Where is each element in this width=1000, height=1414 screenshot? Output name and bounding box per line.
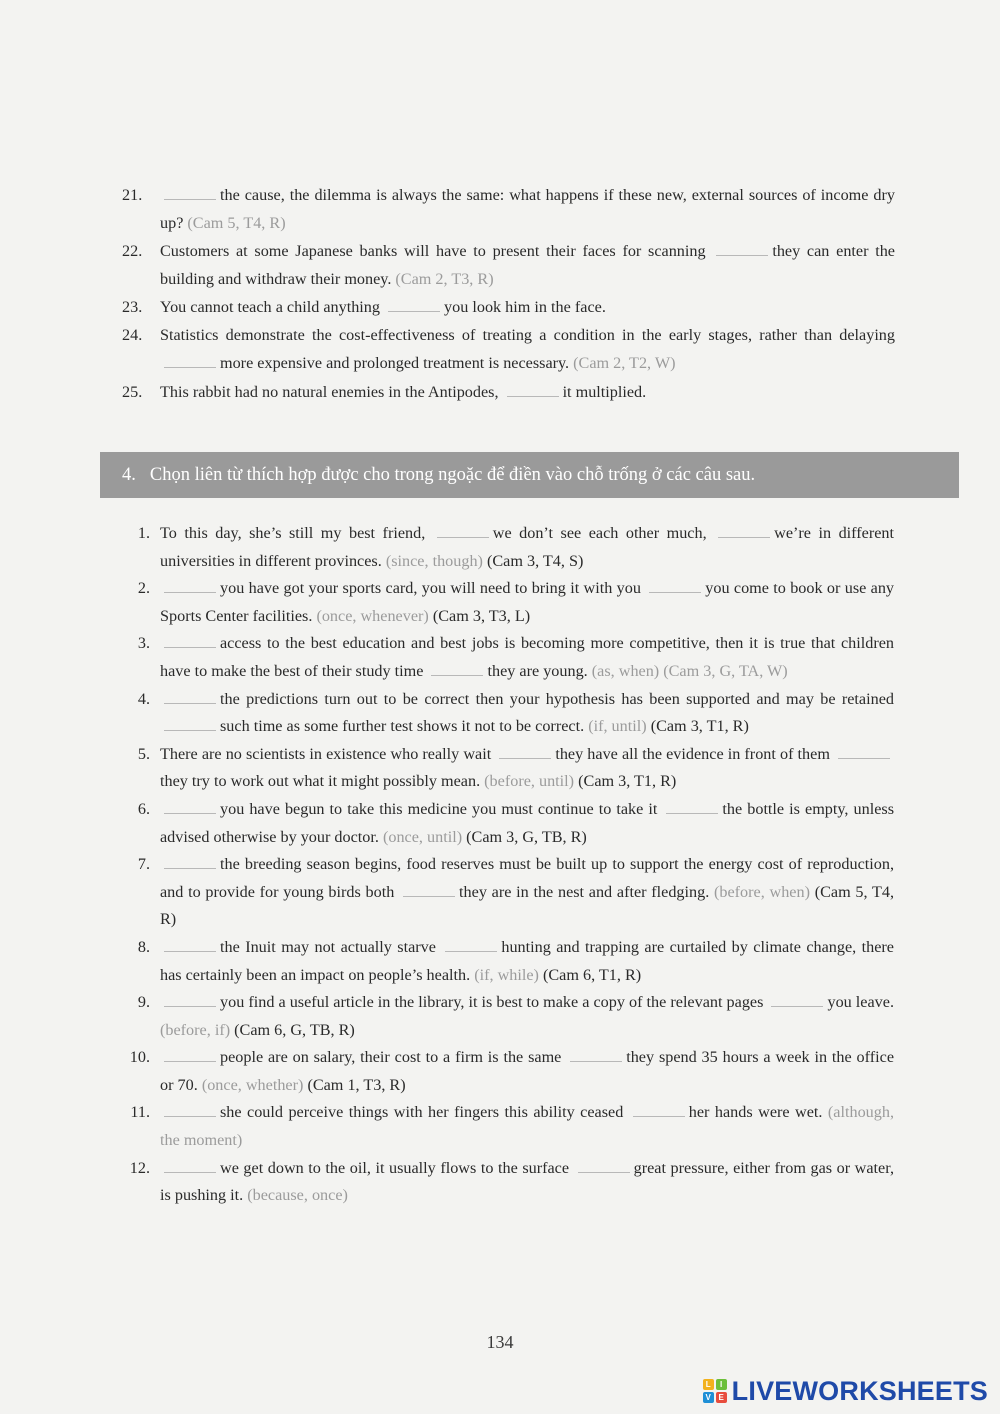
exercise-item xyxy=(122,379,895,407)
sentence-text: the cause, the dilemma is always the same: what happens if these new, external sources of income dry up? xyxy=(160,186,895,232)
exercise-item xyxy=(122,630,894,685)
item-number: 6. xyxy=(137,799,150,818)
sentence-text: (Cam 3, T3, L) xyxy=(432,606,531,625)
blank-answer-field[interactable] xyxy=(431,661,483,676)
sentence-text: it multiplied. xyxy=(562,382,647,401)
sentence-text: we’re in different universities in different provinces. xyxy=(160,524,895,570)
hint-text: (because, once) xyxy=(247,1186,348,1205)
hint-text: (before, when) xyxy=(714,882,810,901)
sentence-text: (Cam 6, G, TB, R) xyxy=(234,1020,355,1039)
exercise-item xyxy=(122,520,894,575)
item-number: 21. xyxy=(122,186,143,204)
hint-text: (once, whenever) xyxy=(316,606,429,625)
blank-answer-field[interactable] xyxy=(164,799,216,814)
sentence-text: you find a useful article in the library, it is best to make a copy of the relevant pages xyxy=(220,993,764,1012)
blank-answer-field[interactable] xyxy=(633,1102,685,1117)
hint-text: (if, while) xyxy=(474,965,539,984)
sentence-text: (Cam 3, T1, R) xyxy=(578,772,677,791)
section-number: 4. xyxy=(122,465,136,485)
item-number: 9. xyxy=(137,993,150,1012)
liveworksheets-brand[interactable] xyxy=(703,1376,988,1406)
blank-answer-field[interactable] xyxy=(718,523,770,538)
sentence-text: you have begun to take this medicine you must continue to take it xyxy=(220,799,658,818)
sentence-text: we get down to the oil, it usually flows to the surface xyxy=(220,1158,570,1177)
blank-answer-field[interactable] xyxy=(164,353,216,368)
item-number: 24. xyxy=(122,326,143,345)
blank-answer-field[interactable] xyxy=(164,185,216,200)
exercise-item xyxy=(122,1155,894,1210)
hint-text: (since, though) xyxy=(385,551,483,570)
logo-square: L xyxy=(703,1379,714,1390)
hint-text: (if, until) xyxy=(588,717,647,736)
blank-answer-field[interactable] xyxy=(666,799,718,814)
exercise-item xyxy=(122,796,894,851)
item-number: 11. xyxy=(130,1103,150,1122)
hint-text: (before, if) xyxy=(160,1020,231,1039)
sentence-text: You cannot teach a child anything xyxy=(160,298,380,317)
section-title: Chọn liên từ thích hợp được cho trong ngoặc để điền vào chỗ trống ở các câu sau. xyxy=(149,465,756,485)
bottom-exercise-list xyxy=(122,520,894,1210)
blank-answer-field[interactable] xyxy=(716,241,768,256)
blank-answer-field[interactable] xyxy=(403,882,455,897)
sentence-text: Statistics demonstrate the cost-effectiveness of treating a condition in the early stages, rather than delaying xyxy=(160,326,895,345)
brand-name: LIVEWORKSHEETS xyxy=(731,1375,988,1406)
sentence-text: great pressure, either from gas or water, is pushing it. xyxy=(160,1158,895,1205)
hint-text: (once, until) xyxy=(382,827,463,846)
logo-square: I xyxy=(716,1379,727,1390)
blank-answer-field[interactable] xyxy=(164,1158,216,1173)
blank-answer-field[interactable] xyxy=(164,578,216,593)
sentence-text: (Cam 3, T4, S) xyxy=(486,551,584,570)
hint-text: (as, when) (Cam 3, G, TA, W) xyxy=(591,661,788,680)
item-number: 12. xyxy=(129,1158,150,1177)
item-number: 10. xyxy=(129,1048,150,1067)
exercise-item xyxy=(122,989,894,1044)
hint-text: (although, the moment) xyxy=(160,1103,895,1150)
hint-text: (before, until) xyxy=(484,772,575,791)
sentence-text: hunting and trapping are curtailed by climate change, there has certainly been an impact on people’s health. xyxy=(160,937,894,984)
sentence-text: the Inuit may not actually starve xyxy=(220,937,436,956)
sentence-text: the bottle is empty, unless advised otherwise by your doctor. xyxy=(160,799,894,846)
sentence-text: access to the best education and best jobs is becoming more competitive, then it is true that children have to make the best of their study time xyxy=(160,634,894,680)
sentence-text: To this day, she’s still my best friend, xyxy=(160,524,426,542)
liveworksheets-logo-icon xyxy=(703,1379,727,1403)
exercise-item xyxy=(122,1099,894,1154)
sentence-text: they can enter the building and withdraw their money. xyxy=(160,242,895,288)
blank-answer-field[interactable] xyxy=(570,1047,622,1062)
blank-answer-field[interactable] xyxy=(499,744,551,759)
sentence-text: the predictions turn out to be correct then your hypothesis has been supported and may be retained xyxy=(220,689,894,708)
item-number: 22. xyxy=(122,242,143,261)
sentence-text: you leave. xyxy=(827,993,894,1012)
blank-answer-field[interactable] xyxy=(164,716,216,731)
item-number: 23. xyxy=(122,298,143,317)
exercise-item xyxy=(122,1044,894,1099)
exercise-item xyxy=(122,934,894,989)
top-exercise-list xyxy=(122,182,895,407)
sentence-text: (Cam 3, G, TB, R) xyxy=(466,827,587,846)
sentence-text: the breeding season begins, food reserves must be built up to support the energy cost of reproduction, and to provide for young birds both xyxy=(160,855,894,901)
item-number: 7. xyxy=(137,855,150,874)
blank-answer-field[interactable] xyxy=(164,1102,216,1117)
sentence-text: she could perceive things with her fingers this ability ceased xyxy=(220,1103,624,1122)
sentence-text: such time as some further test shows it not to be correct. xyxy=(220,717,585,736)
sentence-text: you have got your sports card, you will need to bring it with you xyxy=(220,579,641,598)
page-number: 134 xyxy=(486,1332,514,1352)
exercise-item xyxy=(122,741,894,796)
logo-square: V xyxy=(703,1392,714,1403)
exercise-item xyxy=(122,238,895,294)
item-number: 8. xyxy=(137,937,150,956)
section-header xyxy=(100,452,959,498)
blank-answer-field[interactable] xyxy=(164,854,216,869)
blank-answer-field[interactable] xyxy=(164,689,216,704)
blank-answer-field[interactable] xyxy=(437,523,489,538)
blank-answer-field[interactable] xyxy=(164,937,216,952)
sentence-text: (Cam 6, T1, R) xyxy=(542,965,642,984)
blank-answer-field[interactable] xyxy=(164,992,216,1007)
sentence-text: This rabbit had no natural enemies in the Antipodes, xyxy=(160,382,499,401)
blank-answer-field[interactable] xyxy=(388,297,440,312)
blank-answer-field[interactable] xyxy=(578,1158,630,1173)
item-number: 25. xyxy=(122,382,143,401)
sentence-text: Customers at some Japanese banks will have to present their faces for scanning xyxy=(160,242,706,261)
sentence-text: you come to book or use any Sports Center facilities. xyxy=(160,579,895,625)
sentence-text: her hands were wet. xyxy=(688,1103,823,1122)
item-number: 3. xyxy=(137,634,150,653)
blank-answer-field[interactable] xyxy=(164,1047,216,1062)
blank-answer-field[interactable] xyxy=(164,633,216,648)
exercise-item xyxy=(122,182,895,238)
sentence-text: they spend 35 hours a week in the office or 70. xyxy=(160,1048,894,1094)
item-number: 4. xyxy=(137,689,150,708)
item-number: 2. xyxy=(137,579,150,598)
hint-text: (Cam 5, T4, R) xyxy=(187,213,286,232)
hint-text: (once, whether) xyxy=(201,1075,304,1094)
hint-text: (Cam 2, T2, W) xyxy=(573,354,676,373)
sentence-text: more expensive and prolonged treatment is necessary. xyxy=(220,354,570,373)
exercise-item xyxy=(122,686,894,741)
sentence-text: they have all the evidence in front of them xyxy=(555,744,830,763)
sentence-text: people are on salary, their cost to a firm is the same xyxy=(220,1048,562,1067)
blank-answer-field[interactable] xyxy=(771,992,823,1007)
logo-square: E xyxy=(716,1392,727,1403)
item-number: 1. xyxy=(137,524,150,542)
sentence-text: There are no scientists in existence who really wait xyxy=(160,744,492,763)
exercise-item xyxy=(122,294,895,322)
sentence-text: (Cam 3, T1, R) xyxy=(650,717,749,736)
exercise-item xyxy=(122,575,894,630)
sentence-text: we don’t see each other much, xyxy=(492,524,707,542)
exercise-item xyxy=(122,851,894,934)
item-number: 5. xyxy=(137,744,150,763)
sentence-text: (Cam 1, T3, R) xyxy=(307,1075,406,1094)
sentence-text: they try to work out what it might possibly mean. xyxy=(160,772,481,791)
sentence-text: you look him in the face. xyxy=(444,298,606,317)
sentence-text: they are young. xyxy=(487,661,588,680)
hint-text: (Cam 2, T3, R) xyxy=(395,269,494,288)
blank-answer-field[interactable] xyxy=(445,937,497,952)
sentence-text: (Cam 5, T4, R) xyxy=(160,882,895,929)
blank-answer-field[interactable] xyxy=(838,744,890,759)
blank-answer-field[interactable] xyxy=(649,578,701,593)
sentence-text: they are in the nest and after fledging. xyxy=(459,882,710,901)
blank-answer-field[interactable] xyxy=(507,382,559,397)
exercise-item xyxy=(122,322,895,378)
